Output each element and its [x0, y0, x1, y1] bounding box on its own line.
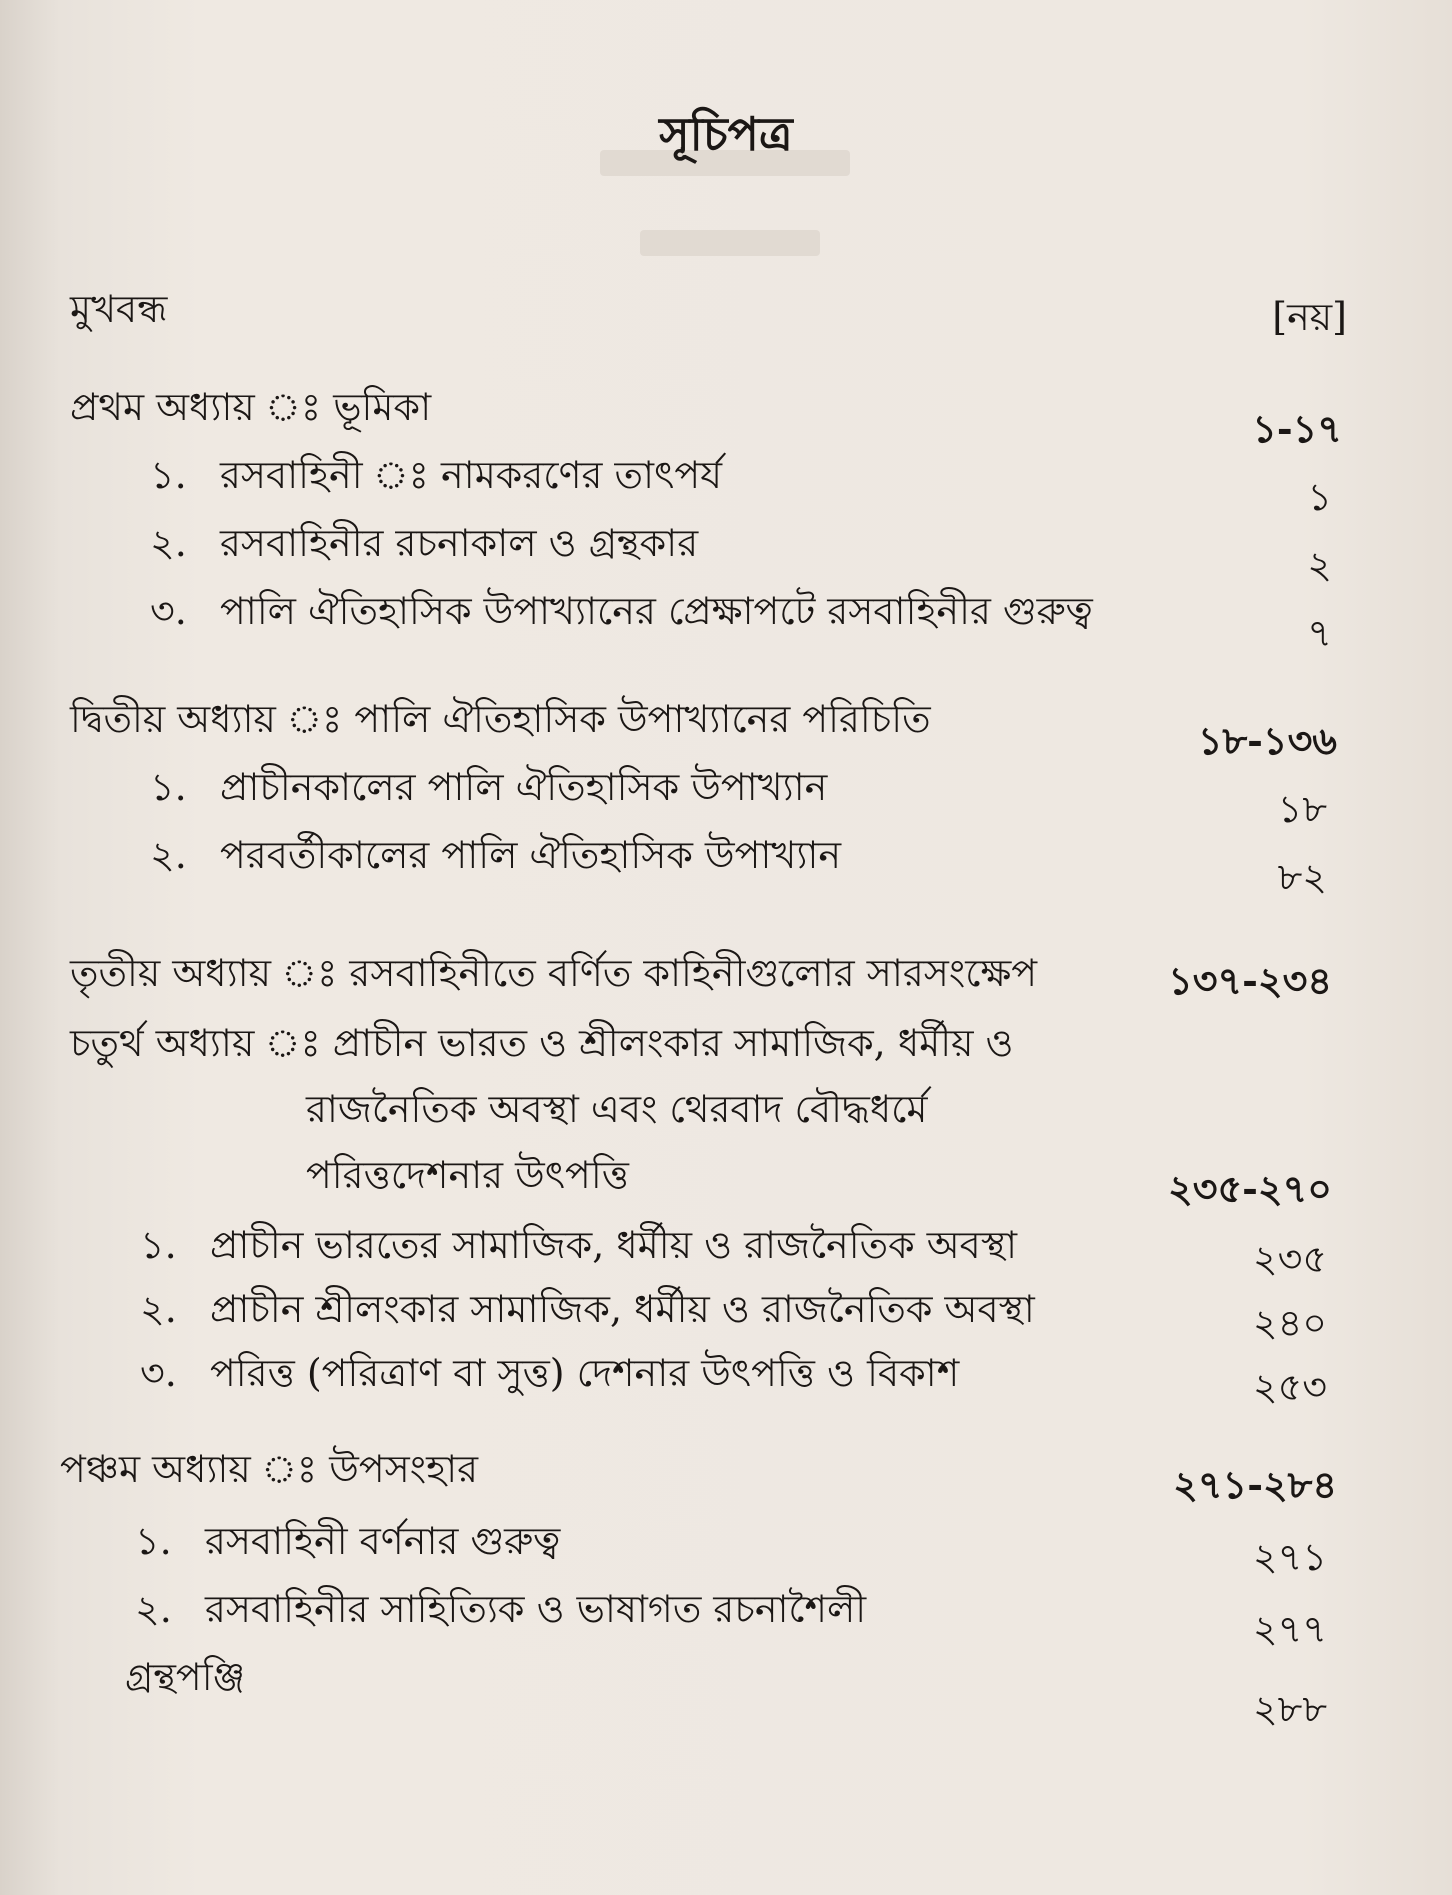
list-item-title: পালি ঐতিহাসিক উপাখ্যানের প্রেক্ষাপটে রসবাহিনীর গুরুত্ব	[220, 589, 1093, 633]
list-item-title: রসবাহিনী ঃ নামকরণের তাৎপর্য	[220, 453, 723, 497]
list-item-page: ১	[1307, 475, 1332, 519]
list-item-page: ২৫৩	[1252, 1365, 1327, 1409]
chapter-1-pages: ১-১৭	[1252, 406, 1342, 451]
chapter-4-heading-line2: রাজনৈতিক অবস্থা এবং থেরবাদ বৌদ্ধধর্মে	[306, 1087, 928, 1131]
list-item-number: ১.	[150, 453, 187, 497]
list-item-number: ২.	[150, 833, 187, 877]
list-item-title: প্রাচীনকালের পালি ঐতিহাসিক উপাখ্যান	[220, 765, 828, 809]
list-item-page: ৮২	[1277, 855, 1327, 899]
chapter-1-heading: প্রথম অধ্যায় ঃ ভূমিকা	[70, 385, 432, 429]
list-item-title: প্রাচীন ভারতের সামাজিক, ধর্মীয় ও রাজনৈতিক অবস্থা	[210, 1223, 1017, 1267]
list-item-number: ১.	[135, 1519, 172, 1563]
list-item-number: ৩.	[140, 1351, 177, 1395]
chapter-5-heading: পঞ্চম অধ্যায় ঃ উপসংহার	[60, 1447, 478, 1491]
list-item-page: ২৭৭	[1252, 1607, 1327, 1651]
front-matter-label: মুখবন্ধ	[70, 287, 168, 331]
list-item-title: পরবর্তীকালের পালি ঐতিহাসিক উপাখ্যান	[220, 833, 842, 877]
list-item-page: ৭	[1307, 611, 1332, 655]
bibliography-label: গ্রন্থপঞ্জি	[125, 1655, 246, 1699]
chapter-4-pages: ২৩৫-২৭০	[1168, 1166, 1332, 1211]
list-item-page: ২	[1307, 543, 1332, 587]
list-item-title: রসবাহিনীর রচনাকাল ও গ্রন্থকার	[220, 521, 699, 565]
list-item-page: ২৪০	[1252, 1301, 1327, 1345]
list-item-page: ২৩৫	[1252, 1237, 1327, 1281]
chapter-4-heading: চতুর্থ অধ্যায় ঃ প্রাচীন ভারত ও শ্রীলংকার সামাজিক, ধর্মীয় ও	[70, 1021, 1014, 1065]
list-item-number: ২.	[150, 521, 187, 565]
list-item-number: ১.	[140, 1223, 177, 1267]
list-item-title: প্রাচীন শ্রীলংকার সামাজিক, ধর্মীয় ও রাজনৈতিক অবস্থা	[210, 1287, 1035, 1331]
list-item-title: রসবাহিনীর সাহিত্যিক ও ভাষাগত রচনাশৈলী	[205, 1587, 867, 1631]
list-item-page: ১৮	[1277, 787, 1327, 831]
list-item-number: ২.	[135, 1587, 172, 1631]
list-item-title: রসবাহিনী বর্ণনার গুরুত্ব	[205, 1519, 561, 1563]
list-item-number: ১.	[150, 765, 187, 809]
chapter-5-pages: ২৭১-২৮৪	[1173, 1462, 1337, 1507]
list-item-number: ৩.	[150, 589, 187, 633]
list-item-number: ২.	[140, 1287, 177, 1331]
list-item-page: ২৭১	[1252, 1535, 1327, 1579]
front-matter-page: [নয়]	[1272, 295, 1347, 339]
chapter-2-pages: ১৮-১৩৬	[1197, 718, 1337, 763]
page-title: সূচিপত্র	[659, 107, 793, 161]
chapter-3-heading: তৃতীয় অধ্যায় ঃ রসবাহিনীতে বর্ণিত কাহিনীগুলোর সারসংক্ষেপ	[70, 951, 1038, 995]
chapter-4-heading-line3: পরিত্তদেশনার উৎপত্তি	[306, 1153, 629, 1197]
list-item-title: পরিত্ত (পরিত্রাণ বা সুত্ত) দেশনার উৎপত্তি ও বিকাশ	[210, 1351, 960, 1395]
chapter-2-heading: দ্বিতীয় অধ্যায় ঃ পালি ঐতিহাসিক উপাখ্যানের পরিচিতি	[70, 697, 931, 741]
bleed-through-texture	[640, 230, 820, 256]
chapter-3-pages: ১৩৭-২৩৪	[1168, 958, 1332, 1003]
bibliography-page: ২৮৮	[1252, 1687, 1327, 1731]
